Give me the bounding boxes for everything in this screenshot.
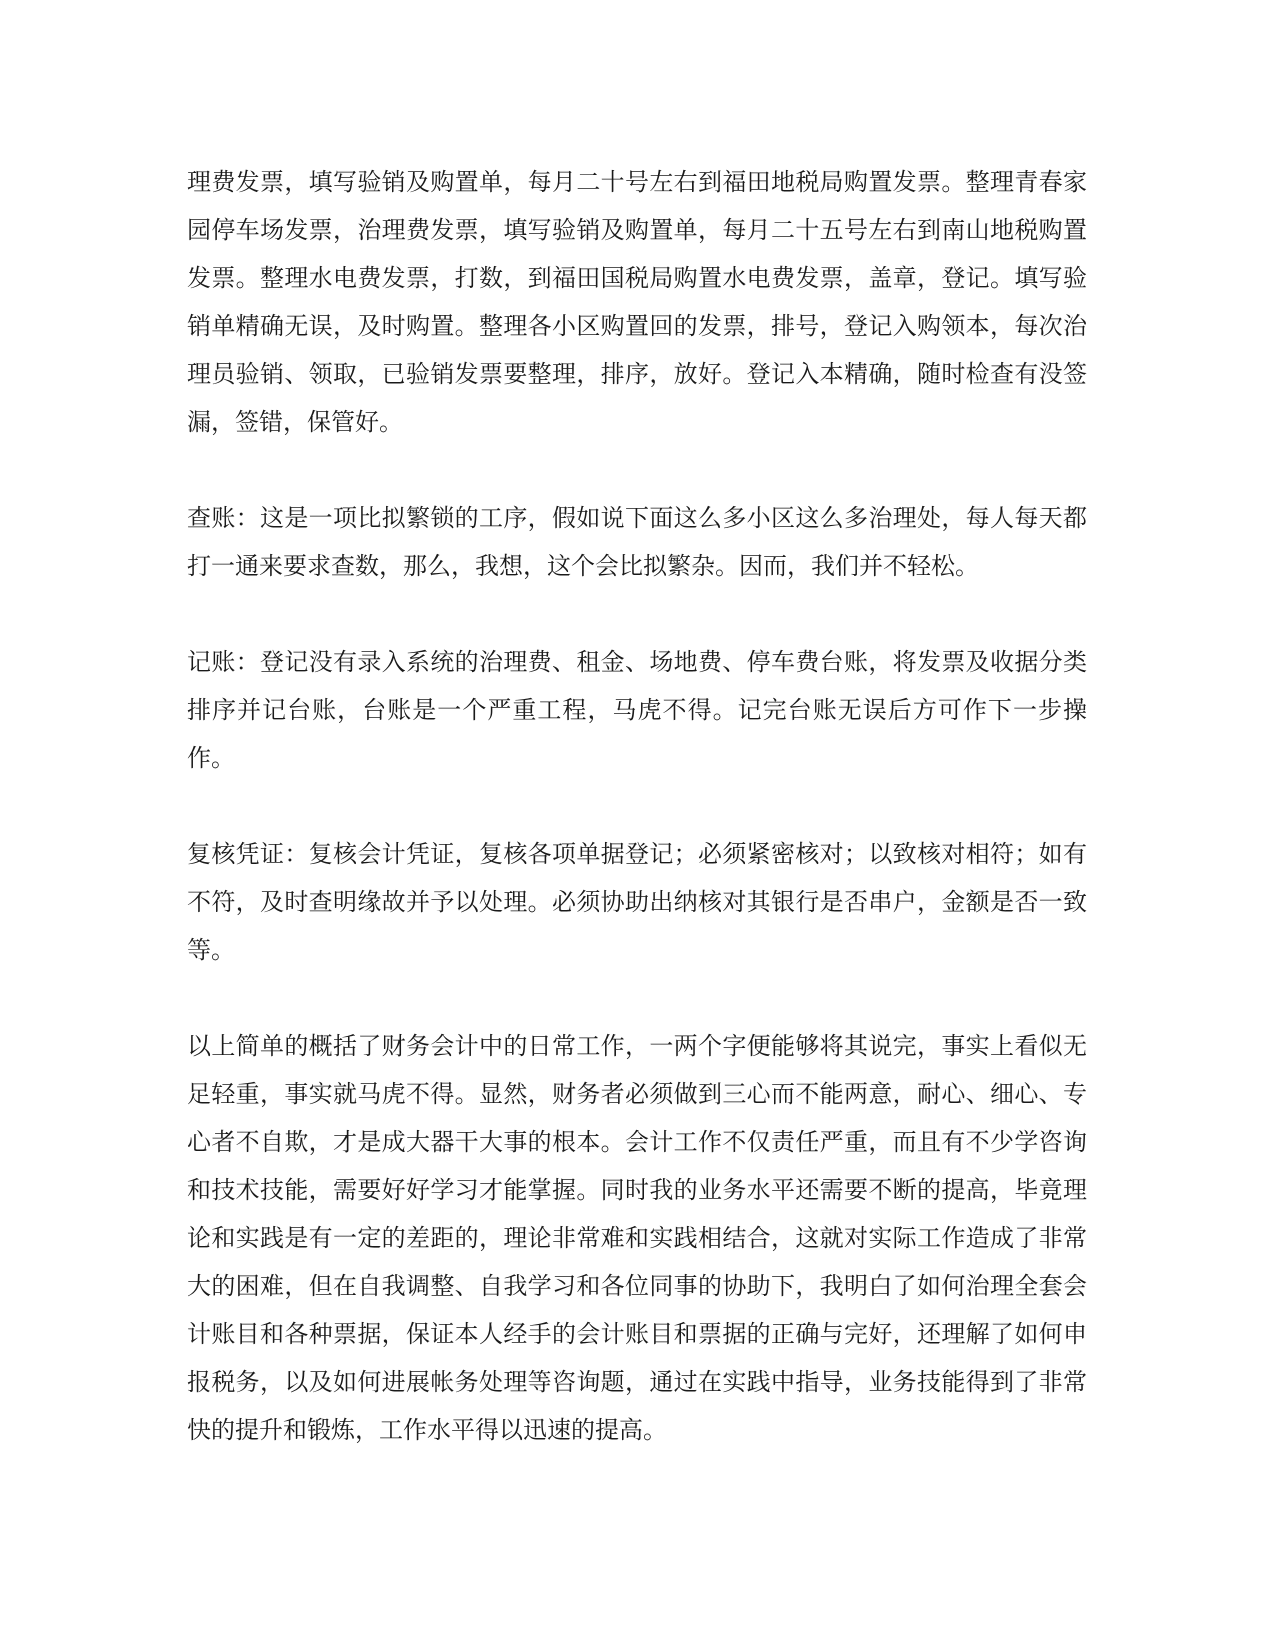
paragraph-invoice-management: 理费发票，填写验销及购置单，每月二十号左右到福田地税局购置发票。整理青春家园停车场发票，治理费发票，填写验销及购置单，每月二十五号左右到南山地税购置发票。整理水电费发票，打数，到福田国税局购置水电费发票，盖章，登记。填写验销单精确无误，及时购置。整理各小区购置回的发票，排号，登记入购领本，每次治理员验销、领取，已验销发票要整理，排序，放好。登记入本精确，随时检查有没签漏，签错，保管好。 — [187, 168, 1087, 436]
paragraph-account-checking: 查账：这是一项比拟繁锁的工序，假如说下面这么多小区这么多治理处，每人每天都打一通来要求查数，那么，我想，这个会比拟繁杂。因而，我们并不轻松。 — [187, 504, 1087, 580]
paragraph-summary: 以上简单的概括了财务会计中的日常工作，一两个字便能够将其说完，事实上看似无足轻重，事实就马虎不得。显然，财务者必须做到三心而不能两意，耐心、细心、专心者不自欺，才是成大器干大事的根本。会计工作不仅责任严重，而且有不少学咨询和技术技能，需要好好学习才能掌握。同时我的业务水平还需要不断的提高，毕竟理论和实践是有一定的差距的，理论非常难和实践相结合，这就对实际工作造成了非常大的困难，但在自我调整、自我学习和各位同事的协助下，我明白了如何治理全套会计账目和各种票据，保证本人经手的会计账目和票据的正确与完好，还理解了如何申报税务，以及如何进展帐务处理等咨询题，通过在实践中指导，业务技能得到了非常快的提升和锻炼，工作水平得以迅速的提高。 — [187, 1032, 1087, 1444]
paragraph-bookkeeping: 记账：登记没有录入系统的治理费、租金、场地费、停车费台账，将发票及收据分类排序并记台账，台账是一个严重工程，马虎不得。记完台账无误后方可作下一步操作。 — [187, 648, 1087, 772]
document-body — [187, 158, 1087, 1454]
paragraph-voucher-review: 复核凭证：复核会计凭证，复核各项单据登记；必须紧密核对；以致核对相符；如有不符，及时查明缘故并予以处理。必须协助出纳核对其银行是否串户，金额是否一致等。 — [187, 840, 1087, 964]
